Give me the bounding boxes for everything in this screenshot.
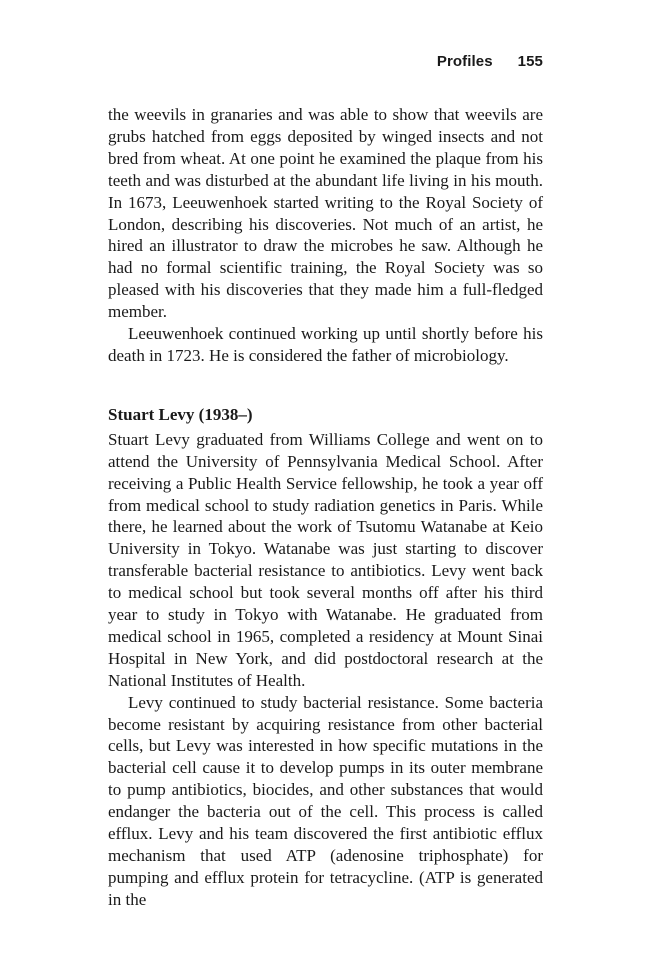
body-paragraph: the weevils in granaries and was able to show that weevils are grubs hatched from eggs deposited by winged insects and not bred from wheat. At one point he examined the plaque from his teeth and was disturbed at the abundant life living in his mouth. In 1673, Leeuwenhoek started writing to the Royal Society of London, describing his discoveries. Not much of an artist, he hired an illustrator to draw the microbes he saw. Although he had no formal scientific training, the Royal Society was so pleased with his discoveries that they made him a full-fledged member. (108, 105, 543, 322)
page-number: 155 (517, 53, 543, 70)
page-body (108, 104, 543, 911)
section-heading: Stuart Levy (1938–) (108, 404, 253, 424)
body-paragraph: Leeuwenhoek continued working up until shortly before his death in 1723. He is considered the father of microbiology. (108, 324, 543, 365)
running-head (437, 53, 543, 70)
body-paragraph: Levy continued to study bacterial resistance. Some bacteria become resistant by acquiring resistance from other bacterial cells, but Levy was interested in how specific mutations in the bacterial cell cause it to develop pumps in its outer membrane to pump antibiotics, biocides, and other substances that would endanger the bacteria out of the cell. This process is called efflux. Levy and his team discovered the first antibiotic efflux mechanism that used ATP (adenosine triphosphate) for pumping and efflux protein for tetracycline. (ATP is generated in the (108, 692, 543, 909)
running-head-title: Profiles (436, 53, 493, 70)
body-paragraph: Stuart Levy graduated from Williams College and went on to attend the University of Pennsylvania Medical School. After receiving a Public Health Service fellowship, he took a year off from medical school to study radiation genetics in Paris. While there, he learned about the work of Tsutomu Watanabe at Keio University in Tokyo. Watanabe was just starting to discover transferable bacterial resistance to antibiotics. Levy went back to medical school but took several months off after his third year to study in Tokyo with Watanabe. He graduated from medical school in 1965, completed a residency at Mount Sinai Hospital in New York, and did postdoctoral research at the National Institutes of Health. (108, 429, 543, 690)
